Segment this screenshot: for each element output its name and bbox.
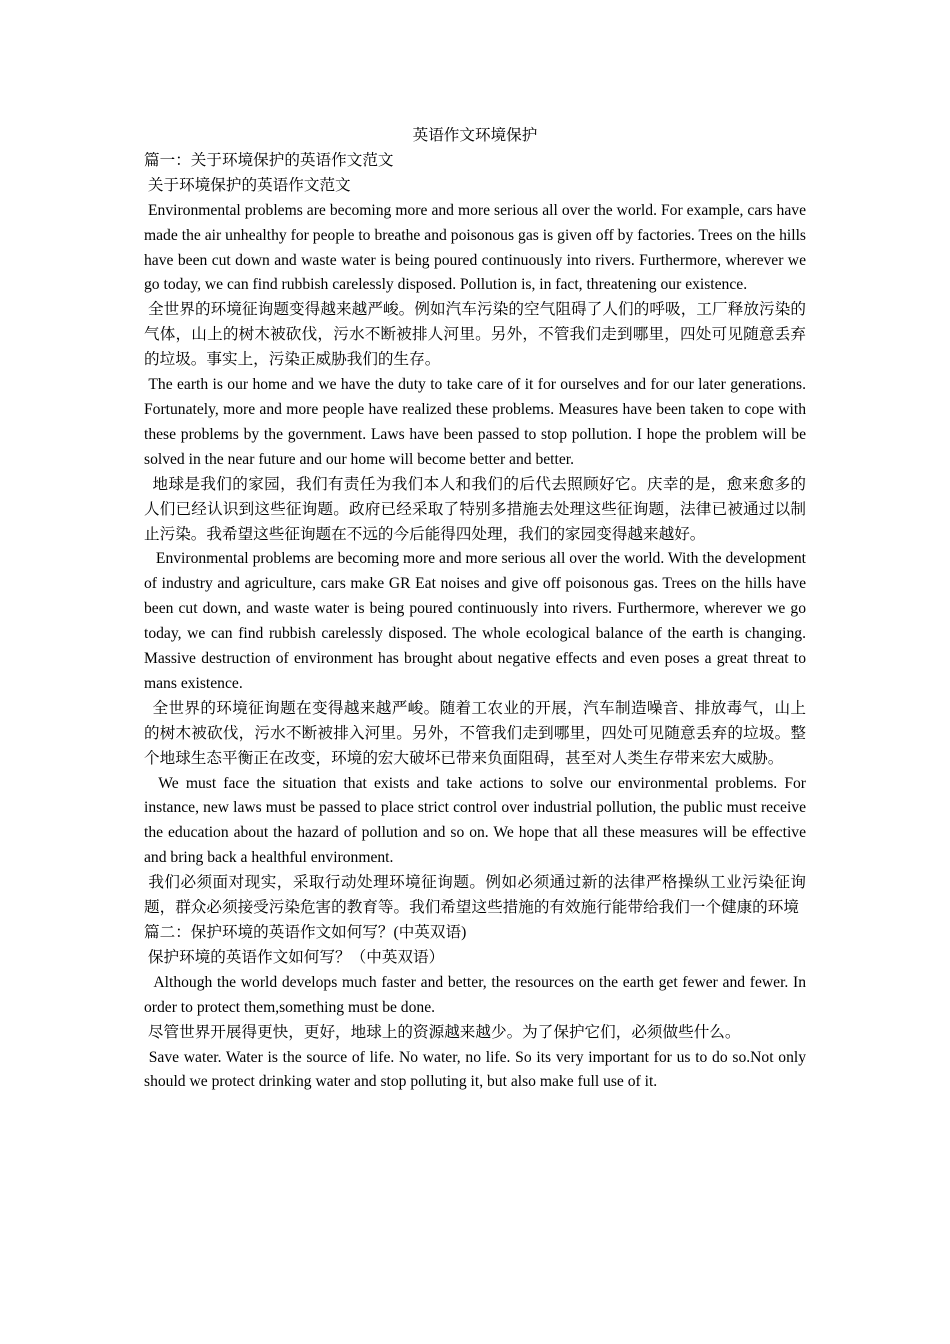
paragraph: Environmental problems are becoming more and more serious all over the world. With the development of industry and agriculture, cars make GR Eat noises and give off poisonous gas. Trees on the hills have been cut down, and waste water is being poured continuously into rivers. Furthermore, wherever we go today, we can find rubbish carelessly disposed. The whole ecological balance of the earth is changing. Massive destruction of environment has brought about negative effects and even poses a great threat to mans existence. [144, 550, 810, 692]
paragraph: 全世界的环境征询题变得越来越严峻。例如汽车污染的空气阻碍了人们的呼吸，工厂释放污染的气体，山上的树木被砍伐，污水不断被排人河里。另外，不管我们走到哪里，四处可见随意丢弃的垃圾。事实上，污染正威胁我们的生存。 [144, 301, 806, 369]
paragraph: Environmental problems are becoming more and more serious all over the world. For example, cars have made the air unhealthy for people to breathe and poisonous gas is given off by factories. Trees on the hills have been cut down and waste water is being poured continuously into rivers. Furthermore, wherever we go today, we can find rubbish carelessly disposed. Pollution is, in fact, threatening our existence. [144, 201, 810, 294]
section-heading: 保护环境的英语作文如何写？（中英双语） [144, 948, 445, 966]
document-title: 英语作文环境保护 [412, 127, 538, 144]
document-page [144, 124, 810, 1095]
paragraph: Save water. Water is the source of life. No water, no life. So its very important for us to do so.Not only should we protect drinking water and stop polluting it, but also make full use of it. [144, 1048, 810, 1091]
section-heading: 篇一：关于环境保护的英语作文范文 [144, 151, 394, 169]
paragraph: The earth is our home and we have the duty to take care of it for ourselves and for our later generations. Fortunately, more and more people have realized these problems. Measures have been taken to cope with these problems by the government. Laws have been passed to stop pollution. I hope the problem will be solved in the near future and our home will become better and better. [144, 376, 810, 468]
paragraph: Although the world develops much faster and better, the resources on the earth get fewer and fewer. In order to protect them,something must be done. [144, 973, 810, 1016]
paragraph: 全世界的环境征询题在变得越来越严峻。随着工农业的开展，汽车制造噪音、排放毒气，山上的树木被砍伐，污水不断被排入河里。另外，不管我们走到哪里，四处可见随意丢弃的垃圾。整个地球生态平衡正在改变，环境的宏大破坏已带来负面阻碍，甚至对人类生存带来宏大威胁。 [144, 699, 806, 767]
section-heading: 关于环境保护的英语作文范文 [144, 176, 351, 194]
paragraph: 尽管世界开展得更快，更好，地球上的资源越来越少。为了保护它们，必须做些什么。 [144, 1023, 741, 1041]
document-body [144, 149, 810, 1095]
paragraph: 我们必须面对现实，采取行动处理环境征询题。例如必须通过新的法律严格操纵工业污染征询题，群众必须接受污染危害的教育等。我们希望这些措施的有效施行能带给我们一个健康的环境 [144, 874, 806, 917]
section-heading: 篇二：保护环境的英语作文如何写？(中英双语) [144, 924, 467, 941]
paragraph: We must face the situation that exists and take actions to solve our environmental problems. For instance, new laws must be passed to place strict control over industrial pollution, the public must receive the education about the hazard of pollution and so on. We hope that all these measures will be effective and bring back a healthful environment. [144, 774, 810, 867]
paragraph: 地球是我们的家园，我们有责任为我们本人和我们的后代去照顾好它。庆幸的是，愈来愈多的人们已经认识到这些征询题。政府已经采取了特别多措施去处理这些征询题，法律已被通过以制止污染。我希望这些征询题在不远的今后能得四处理，我们的家园变得越来越好。 [144, 475, 806, 543]
